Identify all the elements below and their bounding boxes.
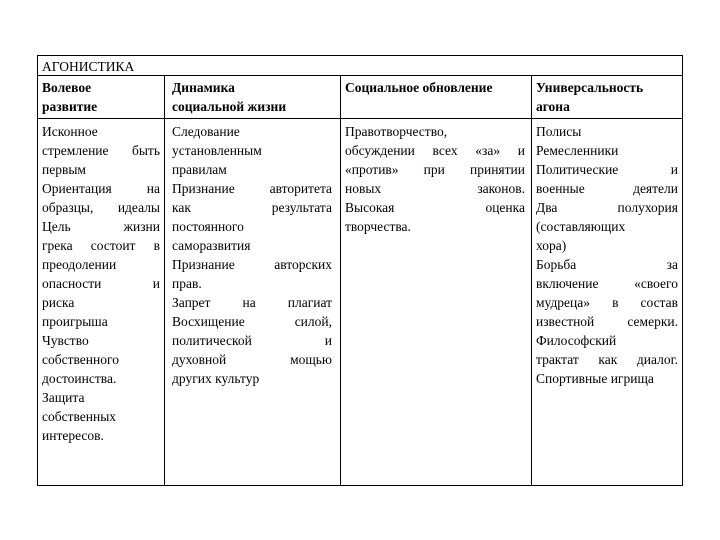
- cell-text-line: образцы, идеалы: [42, 200, 160, 215]
- body-cell-social-renewal: [345, 122, 525, 236]
- cell-text-line: хора): [536, 238, 567, 253]
- cell-text-line: саморазвития: [172, 238, 251, 253]
- cell-text-line: творчества.: [345, 219, 411, 234]
- cell-text-line: установленным: [172, 143, 262, 158]
- cell-text-line: грека состоит в: [42, 238, 160, 253]
- header-line: развитие: [42, 99, 98, 114]
- header-cell-social-dynamics: [172, 78, 337, 116]
- cell-text-line: постоянного: [172, 219, 244, 234]
- cell-text-line: Борьба за: [536, 257, 678, 272]
- cell-text-line: преодолении: [42, 257, 117, 272]
- cell-text-line: как результата: [172, 200, 332, 215]
- header-line: Универсальность: [536, 80, 644, 95]
- column-divider-2: [340, 75, 341, 485]
- cell-text-line: Два полухория: [536, 200, 678, 215]
- cell-text-line: правилам: [172, 162, 227, 177]
- cell-text-line: «против» при принятии: [345, 162, 525, 177]
- cell-text-line: военные деятели: [536, 181, 678, 196]
- cell-text-line: политической и: [172, 333, 332, 348]
- cell-text-line: проигрыша: [42, 314, 108, 329]
- header-line: Волевое: [42, 80, 92, 95]
- cell-text-line: Чувство: [42, 333, 89, 348]
- cell-text-line: Восхищение силой,: [172, 314, 332, 329]
- header-line: Динамика: [172, 80, 235, 95]
- cell-text-line: опасности и: [42, 276, 160, 291]
- header-cell-agon-universality: [536, 78, 682, 116]
- cell-text-line: Следование: [172, 124, 240, 139]
- header-cell-social-renewal: [345, 78, 529, 97]
- cell-text-line: включение «своего: [536, 276, 678, 291]
- cell-text-line: духовной мощью: [172, 352, 332, 367]
- cell-text-line: Признание авторских: [172, 257, 332, 272]
- cell-text-line: собственного: [42, 352, 119, 367]
- column-divider-3: [531, 75, 532, 485]
- title-divider: [38, 75, 682, 76]
- cell-text-line: Правотворчество,: [345, 124, 448, 139]
- cell-text-line: новых законов.: [345, 181, 525, 196]
- cell-text-line: Признание авторитета: [172, 181, 332, 196]
- cell-text-line: известной семерки.: [536, 314, 678, 329]
- header-line: Социальное обновление: [345, 80, 493, 95]
- cell-text-line: Запрет на плагиат: [172, 295, 332, 310]
- cell-text-line: трактат как диалог.: [536, 352, 678, 367]
- cell-text-line: Защита: [42, 390, 85, 405]
- header-line: агона: [536, 99, 570, 114]
- column-divider-1: [164, 75, 165, 485]
- header-divider: [38, 118, 682, 119]
- header-line: социальной жизни: [172, 99, 287, 114]
- cell-text-line: Цель жизни: [42, 219, 160, 234]
- cell-text-line: интересов.: [42, 428, 104, 443]
- cell-text-line: Исконное: [42, 124, 98, 139]
- cell-text-line: стремление быть: [42, 143, 160, 158]
- cell-text-line: Ориентация на: [42, 181, 160, 196]
- cell-text-line: других культур: [172, 371, 260, 386]
- cell-text-line: Спортивные игрища: [536, 371, 654, 386]
- cell-text-line: Ремесленники: [536, 143, 619, 158]
- body-cell-will-development: [42, 122, 160, 445]
- table-title: АГОНИСТИКА: [42, 59, 135, 74]
- cell-text-line: Политические и: [536, 162, 678, 177]
- cell-text-line: обсуждении всех «за» и: [345, 143, 525, 158]
- cell-text-line: Философский: [536, 333, 617, 348]
- cell-text-line: мудреца» в состав: [536, 295, 678, 310]
- agonistics-table: [37, 55, 683, 486]
- cell-text-line: (составляющих: [536, 219, 626, 234]
- cell-text-line: прав.: [172, 276, 202, 291]
- cell-text-line: достоинства.: [42, 371, 117, 386]
- body-cell-social-dynamics: [172, 122, 332, 388]
- cell-text-line: Полисы: [536, 124, 582, 139]
- cell-text-line: первым: [42, 162, 86, 177]
- cell-text-line: собственных: [42, 409, 117, 424]
- body-cell-agon-universality: [536, 122, 678, 388]
- header-cell-will-development: [42, 78, 160, 116]
- cell-text-line: Высокая оценка: [345, 200, 525, 215]
- cell-text-line: риска: [42, 295, 75, 310]
